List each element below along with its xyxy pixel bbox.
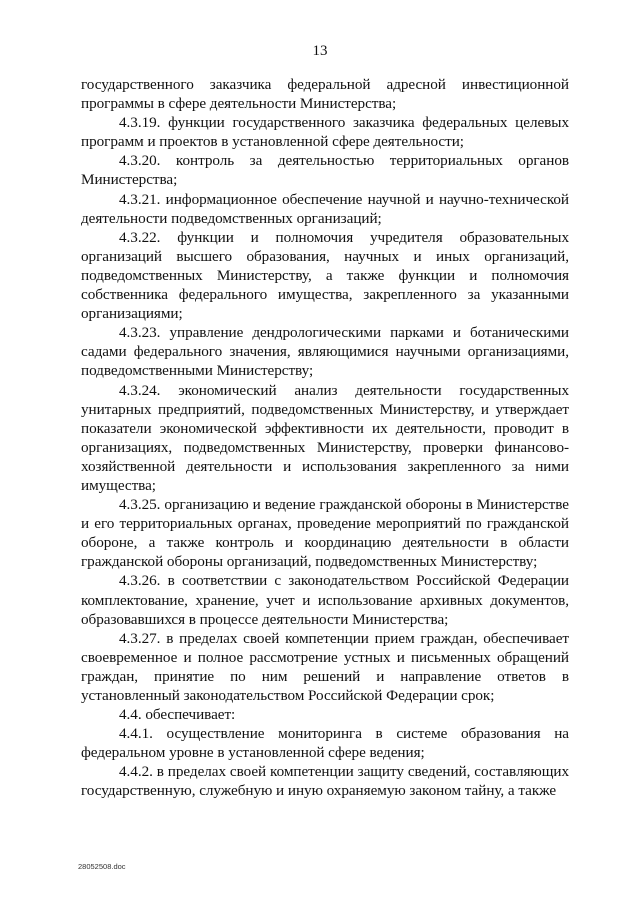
paragraph-4-3-25: 4.3.25. организацию и ведение гражданской обороны в Министерстве и его территориальных органах, проведение мероприятий по гражданской обороне, а также контроль и координацию деятельности в области гражданской обороны организаций, подведомственных Министерству;	[81, 496, 569, 571]
page-number: 13	[312, 43, 328, 59]
paragraph-4-3-24: 4.3.24. экономический анализ деятельности государственных унитарных предприятий, подведомственных Министерству, и утверждает показатели экономической эффективности их деятельности, проводит в организациях, подведомственных Министерству, проверки финансово-хозяйственной деятельности и использования закрепленного за ними имущества;	[81, 381, 569, 494]
paragraph-continuation: государственного заказчика федеральной адресной инвестиционной программы в сфере деятельности Министерства;	[81, 76, 569, 113]
document-body	[81, 75, 569, 801]
paragraph-4-3-27: 4.3.27. в пределах своей компетенции прием граждан, обеспечивает своевременное и полное рассмотрение устных и письменных обращений граждан, принятие по ним решений и направление ответов в установленный законодательством Российской Федерации срок;	[81, 629, 569, 704]
paragraph-4-3-22: 4.3.22. функции и полномочия учредителя образовательных организаций высшего образования, научных и иных организаций, подведомственных Министерству, а также функции и полномочия собственника федерального имущества, закрепленного за указанными организациями;	[81, 228, 569, 323]
paragraph-4-3-26: 4.3.26. в соответствии с законодательством Российской Федерации комплектование, хранение, учет и использование архивных документов, образовавшихся в процессе деятельности Министерства;	[81, 572, 569, 628]
paragraph-4-4-2: 4.4.2. в пределах своей компетенции защиту сведений, составляющих государственную, служебную и иную охраняемую законом тайну, а также	[81, 763, 569, 800]
paragraph-4-4-1: 4.4.1. осуществление мониторинга в системе образования на федеральном уровне в установленной сфере ведения;	[81, 725, 569, 762]
paragraph-4-4: 4.4. обеспечивает:	[119, 706, 236, 724]
paragraph-4-3-20: 4.3.20. контроль за деятельностью территориальных органов Министерства;	[81, 152, 569, 189]
paragraph-4-3-19: 4.3.19. функции государственного заказчика федеральных целевых программ и проектов в установленной сфере деятельности;	[81, 114, 569, 151]
footer-filename: 28052508.doc	[78, 862, 126, 871]
paragraph-4-3-23: 4.3.23. управление дендрологическими парками и ботаническими садами федерального значения, являющимися научными организациями, подведомственными Министерству;	[81, 324, 569, 380]
paragraph-4-3-21: 4.3.21. информационное обеспечение научной и научно-технической деятельности подведомственных организаций;	[81, 190, 569, 227]
